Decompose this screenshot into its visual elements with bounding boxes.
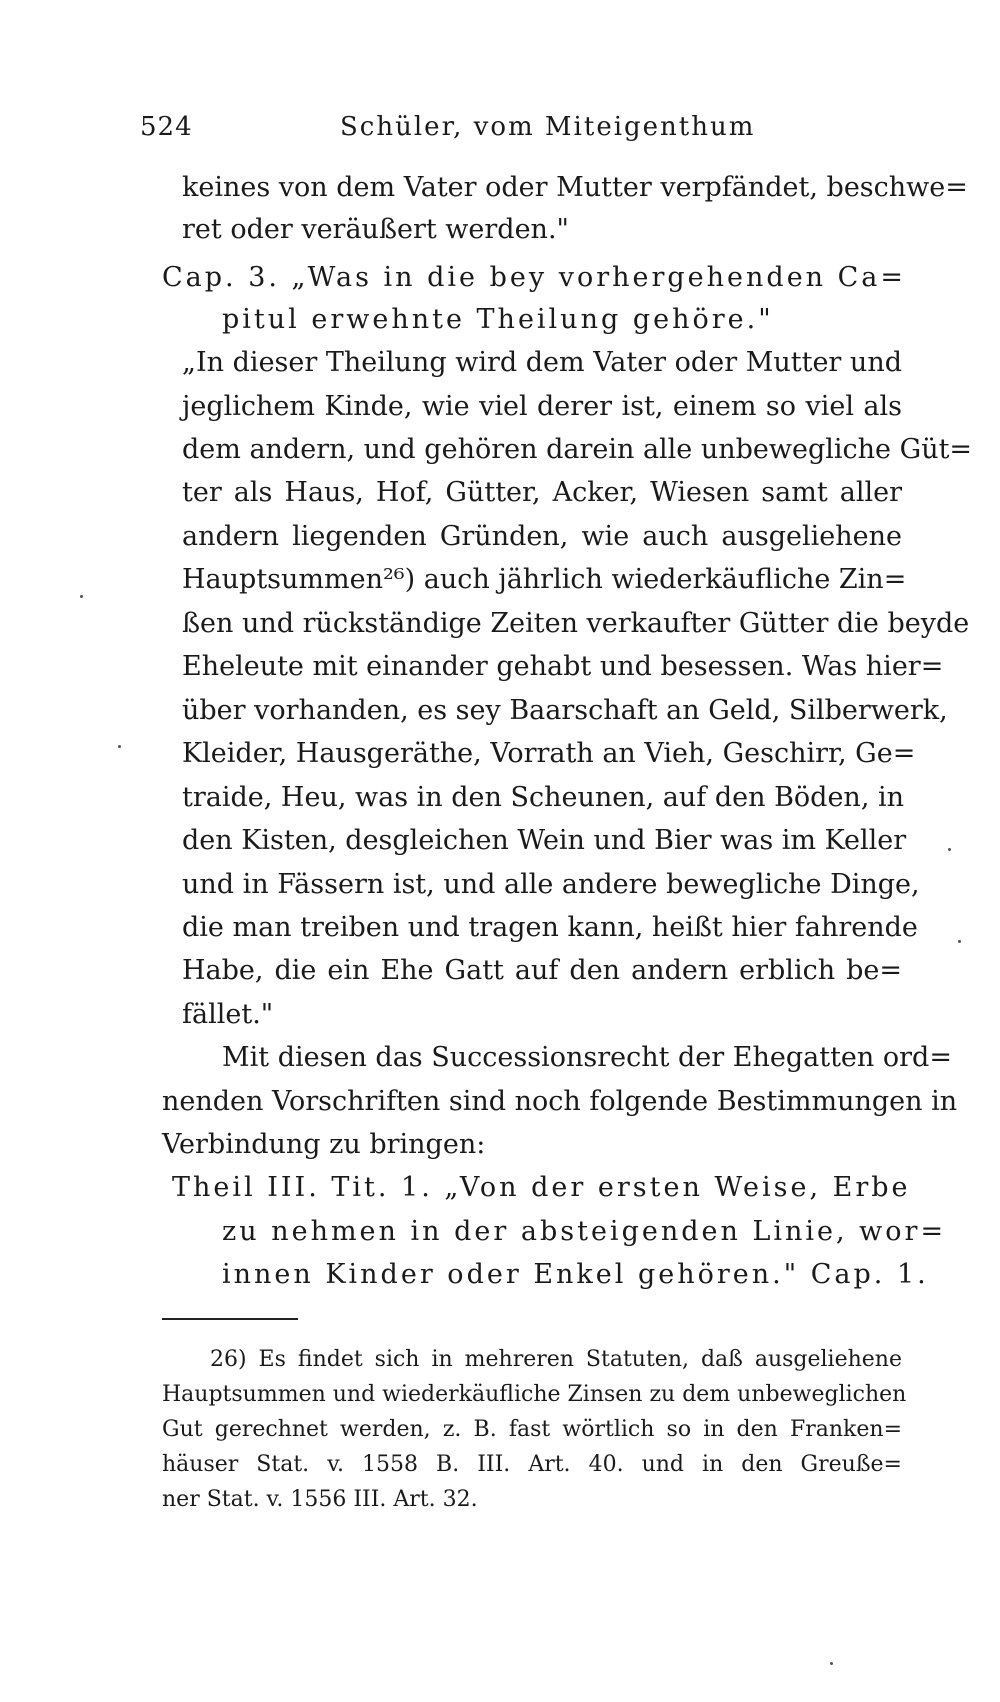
footnote-line: 26) Es findet sich in mehreren Statuten, daß ausgeliehene bbox=[210, 1347, 902, 1372]
text-line: Mit diesen das Successionsrecht der Ehegatten ord= bbox=[222, 1042, 952, 1073]
paper-speck bbox=[118, 745, 121, 748]
paper-speck bbox=[948, 848, 951, 851]
text-line: pitul erwehnte Theilung gehöre." bbox=[222, 304, 774, 335]
text-line: andern liegenden Gründen, wie auch ausgeliehene bbox=[182, 521, 902, 552]
text-line: jeglichem Kinde, wie viel derer ist, einem so viel als bbox=[182, 391, 902, 422]
text-line: dem andern, und gehören darein alle unbewegliche Güt= bbox=[182, 434, 973, 465]
text-line: Hauptsummen²⁶) auch jährlich wiederkäufliche Zin= bbox=[182, 564, 907, 595]
text-line: „In dieser Theilung wird dem Vater oder Mutter und bbox=[182, 347, 902, 378]
footnote-line: ner Stat. v. 1556 III. Art. 32. bbox=[162, 1487, 478, 1512]
paper-speck bbox=[830, 1662, 833, 1665]
text-line: Eheleute mit einander gehabt und besessen. Was hier= bbox=[182, 651, 944, 682]
text-line: die man treiben und tragen kann, heißt hier fahrende bbox=[182, 912, 918, 943]
text-line: Habe, die ein Ehe Gatt auf den andern erblich be= bbox=[182, 955, 902, 986]
page-header bbox=[140, 112, 900, 152]
text-line: nenden Vorschriften sind noch folgende Bestimmungen in bbox=[162, 1086, 958, 1117]
running-head: Schüler, vom Miteigenthum bbox=[340, 112, 756, 142]
footnote-line: häuser Stat. v. 1558 B. III. Art. 40. und in den Greuße= bbox=[162, 1452, 902, 1477]
text-line: ßen und rückständige Zeiten verkaufter Gütter die beyde bbox=[182, 608, 970, 639]
text-line: keines von dem Vater oder Mutter verpfändet, beschwe= bbox=[182, 172, 968, 203]
text-line: ret oder veräußert werden." bbox=[182, 214, 569, 245]
paper-speck bbox=[80, 595, 83, 598]
text-line: ter als Haus, Hof, Gütter, Acker, Wiesen samt aller bbox=[182, 477, 902, 508]
text-line: über vorhanden, es sey Baarschaft an Geld, Silberwerk, bbox=[182, 695, 948, 726]
paper-speck bbox=[958, 940, 961, 943]
text-line: Theil III. Tit. 1. „Von der ersten Weise, Erbe bbox=[172, 1172, 911, 1203]
text-line: traide, Heu, was in den Scheunen, auf den Böden, in bbox=[182, 782, 905, 813]
text-line: den Kisten, desgleichen Wein und Bier was im Keller bbox=[182, 825, 907, 856]
footnote-divider bbox=[162, 1318, 298, 1320]
text-line: und in Fässern ist, und alle andere bewegliche Dinge, bbox=[182, 869, 920, 900]
footnote-line: Hauptsummen und wiederkäufliche Zinsen zu dem unbeweglichen bbox=[162, 1382, 907, 1407]
text-line: Verbindung zu bringen: bbox=[162, 1129, 486, 1160]
text-line: innen Kinder oder Enkel gehören." Cap. 1. bbox=[222, 1259, 929, 1290]
footnote-line: Gut gerechnet werden, z. B. fast wörtlich so in den Franken= bbox=[162, 1417, 902, 1442]
text-line: Kleider, Hausgeräthe, Vorrath an Vieh, Geschirr, Ge= bbox=[182, 738, 916, 769]
page-number: 524 bbox=[140, 112, 193, 142]
text-line: Cap. 3. „Was in die bey vorhergehenden Ca= bbox=[162, 262, 907, 293]
text-line: zu nehmen in der absteigenden Linie, wor= bbox=[222, 1216, 947, 1247]
text-line: fället." bbox=[182, 999, 274, 1030]
